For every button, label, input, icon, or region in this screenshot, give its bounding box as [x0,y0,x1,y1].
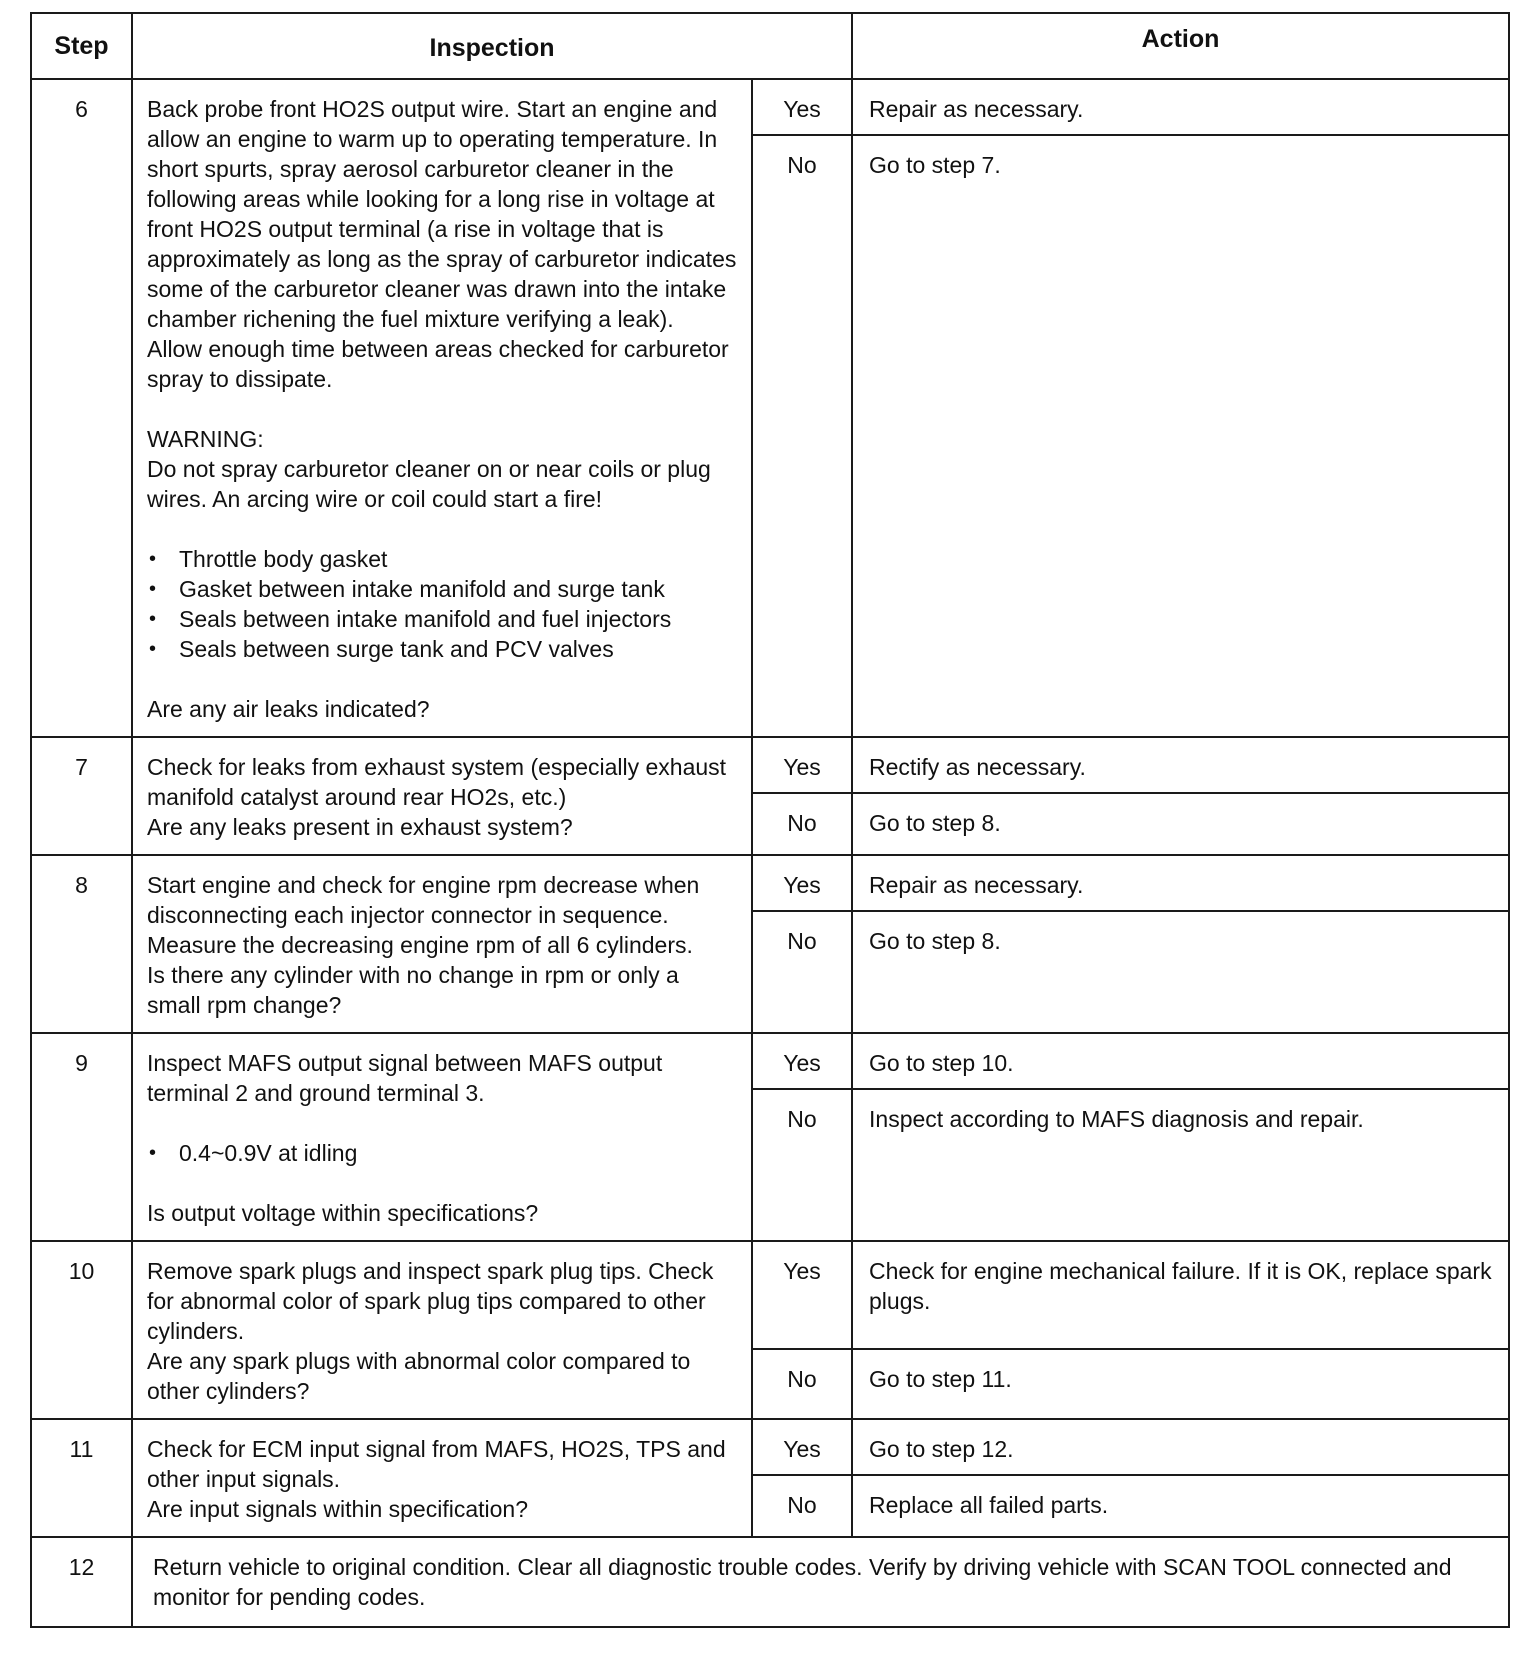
inspection-text: Allow enough time between areas checked for carburetor spray to dissipate. [147,336,729,392]
yes-label: Yes [752,79,852,135]
inspection-header: Inspection [132,13,852,79]
yes-action: Check for engine mechanical failure. If it is OK, replace spark plugs. [852,1241,1509,1349]
table-row [31,1419,1509,1475]
no-label: No [752,135,852,737]
inspection-question: Are any leaks present in exhaust system? [147,814,573,840]
step-number: 7 [31,737,132,855]
yes-action: Repair as necessary. [852,855,1509,911]
yes-action: Repair as necessary. [852,79,1509,135]
table-header-row [31,13,1509,79]
step-number: 6 [31,79,132,737]
inspection-cell [132,855,752,1033]
no-action: Replace all failed parts. [852,1475,1509,1537]
no-label: No [752,911,852,1033]
table-row [31,1033,1509,1089]
table-row [31,855,1509,911]
list-item: • Gasket between intake manifold and surge tank [147,574,737,604]
no-action: Go to step 8. [852,911,1509,1033]
inspection-question: Are input signals within specification? [147,1496,528,1522]
inspection-text: Start engine and check for engine rpm decrease when disconnecting each injector connector in sequence. [147,872,700,928]
inspection-cell [132,1033,752,1241]
table-row [31,1241,1509,1349]
yes-action: Go to step 12. [852,1419,1509,1475]
action-header: Action [852,13,1509,79]
warning-text: Do not spray carburetor cleaner on or near coils or plug wires. An arcing wire or coil could start a fire! [147,456,711,512]
no-action: Inspect according to MAFS diagnosis and repair. [852,1089,1509,1241]
table-row [31,737,1509,793]
yes-label: Yes [752,737,852,793]
step-header: Step [31,13,132,79]
inspection-text: Check for leaks from exhaust system (especially exhaust manifold catalyst around rear HO2s, etc.) [147,754,727,810]
inspection-text: Check for ECM input signal from MAFS, HO2S, TPS and other input signals. [147,1436,726,1492]
yes-action: Go to step 10. [852,1033,1509,1089]
table-row [31,1537,1509,1627]
no-action: Go to step 11. [852,1349,1509,1419]
step-number: 8 [31,855,132,1033]
final-step-text: Return vehicle to original condition. Clear all diagnostic trouble codes. Verify by driving vehicle with SCAN TOOL connected and monitor for pending codes. [132,1537,1509,1627]
step-number: 10 [31,1241,132,1419]
yes-label: Yes [752,1033,852,1089]
yes-label: Yes [752,855,852,911]
list-item: • Seals between intake manifold and fuel injectors [147,604,737,634]
inspection-question: Are any spark plugs with abnormal color compared to other cylinders? [147,1348,691,1404]
inspection-cell [132,737,752,855]
inspection-bullet-list [147,1138,737,1168]
inspection-text: Remove spark plugs and inspect spark plug tips. Check for abnormal color of spark plug tips compared to other cylinders. [147,1258,714,1344]
inspection-question: Is output voltage within specifications? [147,1200,539,1226]
step-number: 11 [31,1419,132,1537]
diagnostic-table [30,12,1510,1628]
list-item: • Throttle body gasket [147,544,737,574]
inspection-question: Is there any cylinder with no change in rpm or only a small rpm change? [147,962,679,1018]
no-label: No [752,1089,852,1241]
inspection-text: Back probe front HO2S output wire. Start an engine and allow an engine to warm up to operating temperature. In short spurts, spray aerosol carburetor cleaner in the following areas while looking for a long rise in voltage at front HO2S output terminal (a rise in voltage that is approximately as long as the spray of carburetor indicates some of the carburetor cleaner was drawn into the intake chamber richening the fuel mixture verifying a leak). [147,96,737,332]
yes-label: Yes [752,1241,852,1349]
table-row [31,79,1509,135]
inspection-cell [132,1419,752,1537]
list-item: • Seals between surge tank and PCV valves [147,634,737,664]
inspection-bullet-list [147,544,737,664]
no-action: Go to step 7. [852,135,1509,737]
step-number: 9 [31,1033,132,1241]
no-label: No [752,1475,852,1537]
diagnostic-table-page [30,12,1508,1628]
yes-action: Rectify as necessary. [852,737,1509,793]
inspection-text: Inspect MAFS output signal between MAFS output terminal 2 and ground terminal 3. [147,1050,663,1106]
inspection-question: Are any air leaks indicated? [147,696,430,722]
no-label: No [752,793,852,855]
inspection-cell [132,1241,752,1419]
inspection-text: Measure the decreasing engine rpm of all 6 cylinders. [147,932,693,958]
yes-label: Yes [752,1419,852,1475]
inspection-cell [132,79,752,737]
warning-label: WARNING: [147,426,264,452]
no-label: No [752,1349,852,1419]
list-item: • 0.4~0.9V at idling [147,1138,737,1168]
no-action: Go to step 8. [852,793,1509,855]
step-number: 12 [31,1537,132,1627]
